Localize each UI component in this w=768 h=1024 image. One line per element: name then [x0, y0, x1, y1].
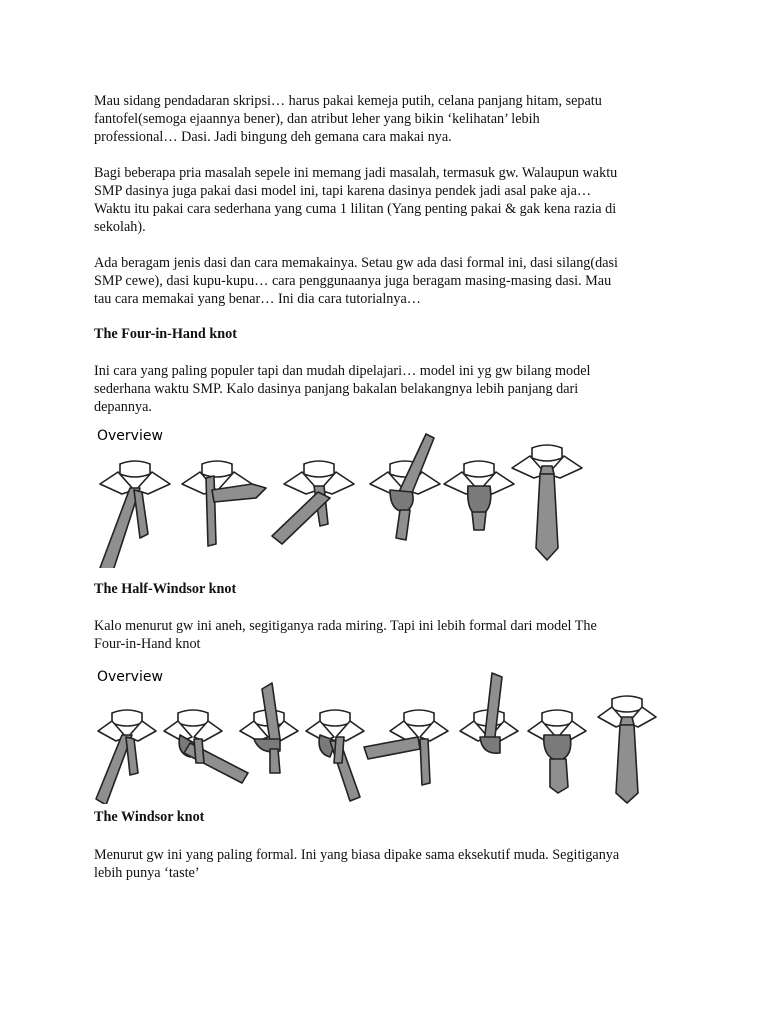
tie-step-7-icon — [528, 710, 586, 793]
half-windsor-description — [94, 617, 684, 653]
tie-step-5-icon — [444, 461, 514, 530]
text-line: Mau sidang pendadaran skripsi… harus pakai kemeja putih, celana panjang hitam, sepatu — [94, 93, 602, 109]
text-line: lebih punya ‘taste’ — [94, 865, 200, 881]
half-windsor-diagram — [94, 669, 664, 804]
tie-step-3-icon — [272, 461, 354, 544]
tie-step-4-icon — [370, 434, 440, 540]
tie-step-4-icon — [306, 710, 364, 801]
tie-step-1-icon — [96, 710, 156, 804]
text-line: Four-in-Hand knot — [94, 636, 201, 652]
tie-step-2-icon — [164, 710, 248, 783]
half-windsor-steps-illustration — [94, 669, 664, 804]
text-line: tau cara memakai yang benar… Ini dia cara tutorialnya… — [94, 291, 421, 307]
overview-label: Overview — [97, 428, 163, 444]
text-line: sekolah). — [94, 219, 146, 235]
text-line: Ini cara yang paling populer tapi dan mudah dipelajari… model ini yg gw bilang model — [94, 363, 591, 379]
text-line: Bagi beberapa pria masalah sepele ini memang jadi masalah, termasuk gw. Walaupun waktu — [94, 165, 618, 181]
text-line: depannya. — [94, 399, 152, 415]
four-in-hand-steps-illustration — [94, 428, 584, 568]
tie-step-2-icon — [182, 461, 266, 546]
text-line: Kalo menurut gw ini aneh, segitiganya rada miring. Tapi ini lebih formal dari model The — [94, 618, 597, 634]
tie-step-6-icon — [512, 445, 582, 560]
text-line: Waktu itu pakai cara sederhana yang cuma 1 lilitan (Yang penting pakai & gak kena razia di — [94, 201, 617, 217]
text-line: sederhana waktu SMP. Kalo dasinya panjang bakalan belakangnya lebih panjang dari — [94, 381, 579, 397]
tie-step-1-icon — [100, 461, 170, 568]
intro-paragraph — [94, 92, 684, 146]
tie-step-5-icon — [364, 710, 448, 785]
four-in-hand-heading: The Four-in-Hand knot — [94, 326, 237, 342]
text-line: Ada beragam jenis dasi dan cara memakainya. Setau gw ada dasi formal ini, dasi silang(dasi — [94, 255, 618, 271]
windsor-heading: The Windsor knot — [94, 809, 205, 825]
text-line: SMP dasinya juga pakai dasi model ini, tapi karena dasinya pendek jadi asal pake aja… — [94, 183, 592, 199]
overview-label: Overview — [97, 669, 163, 685]
tie-step-8-icon — [598, 696, 656, 803]
second-paragraph — [94, 164, 684, 236]
four-in-hand-description — [94, 362, 684, 416]
third-paragraph — [94, 254, 684, 308]
four-in-hand-diagram — [94, 428, 584, 568]
text-line: Menurut gw ini yang paling formal. Ini yang biasa dipake sama eksekutif muda. Segitiganya — [94, 847, 620, 863]
windsor-description — [94, 846, 684, 882]
text-line: fantofel(semoga ejaannya bener), dan atribut leher yang bikin ‘kelihatan’ lebih — [94, 111, 540, 127]
text-line: SMP cewe), dasi kupu-kupu… cara penggunaanya juga beragam masing-masing dasi. Mau — [94, 273, 612, 289]
tie-step-3-icon — [240, 683, 298, 773]
half-windsor-heading: The Half-Windsor knot — [94, 581, 237, 597]
tie-step-6-icon — [460, 673, 518, 753]
text-line: professional… Dasi. Jadi bingung deh gemana cara makai nya. — [94, 129, 452, 145]
